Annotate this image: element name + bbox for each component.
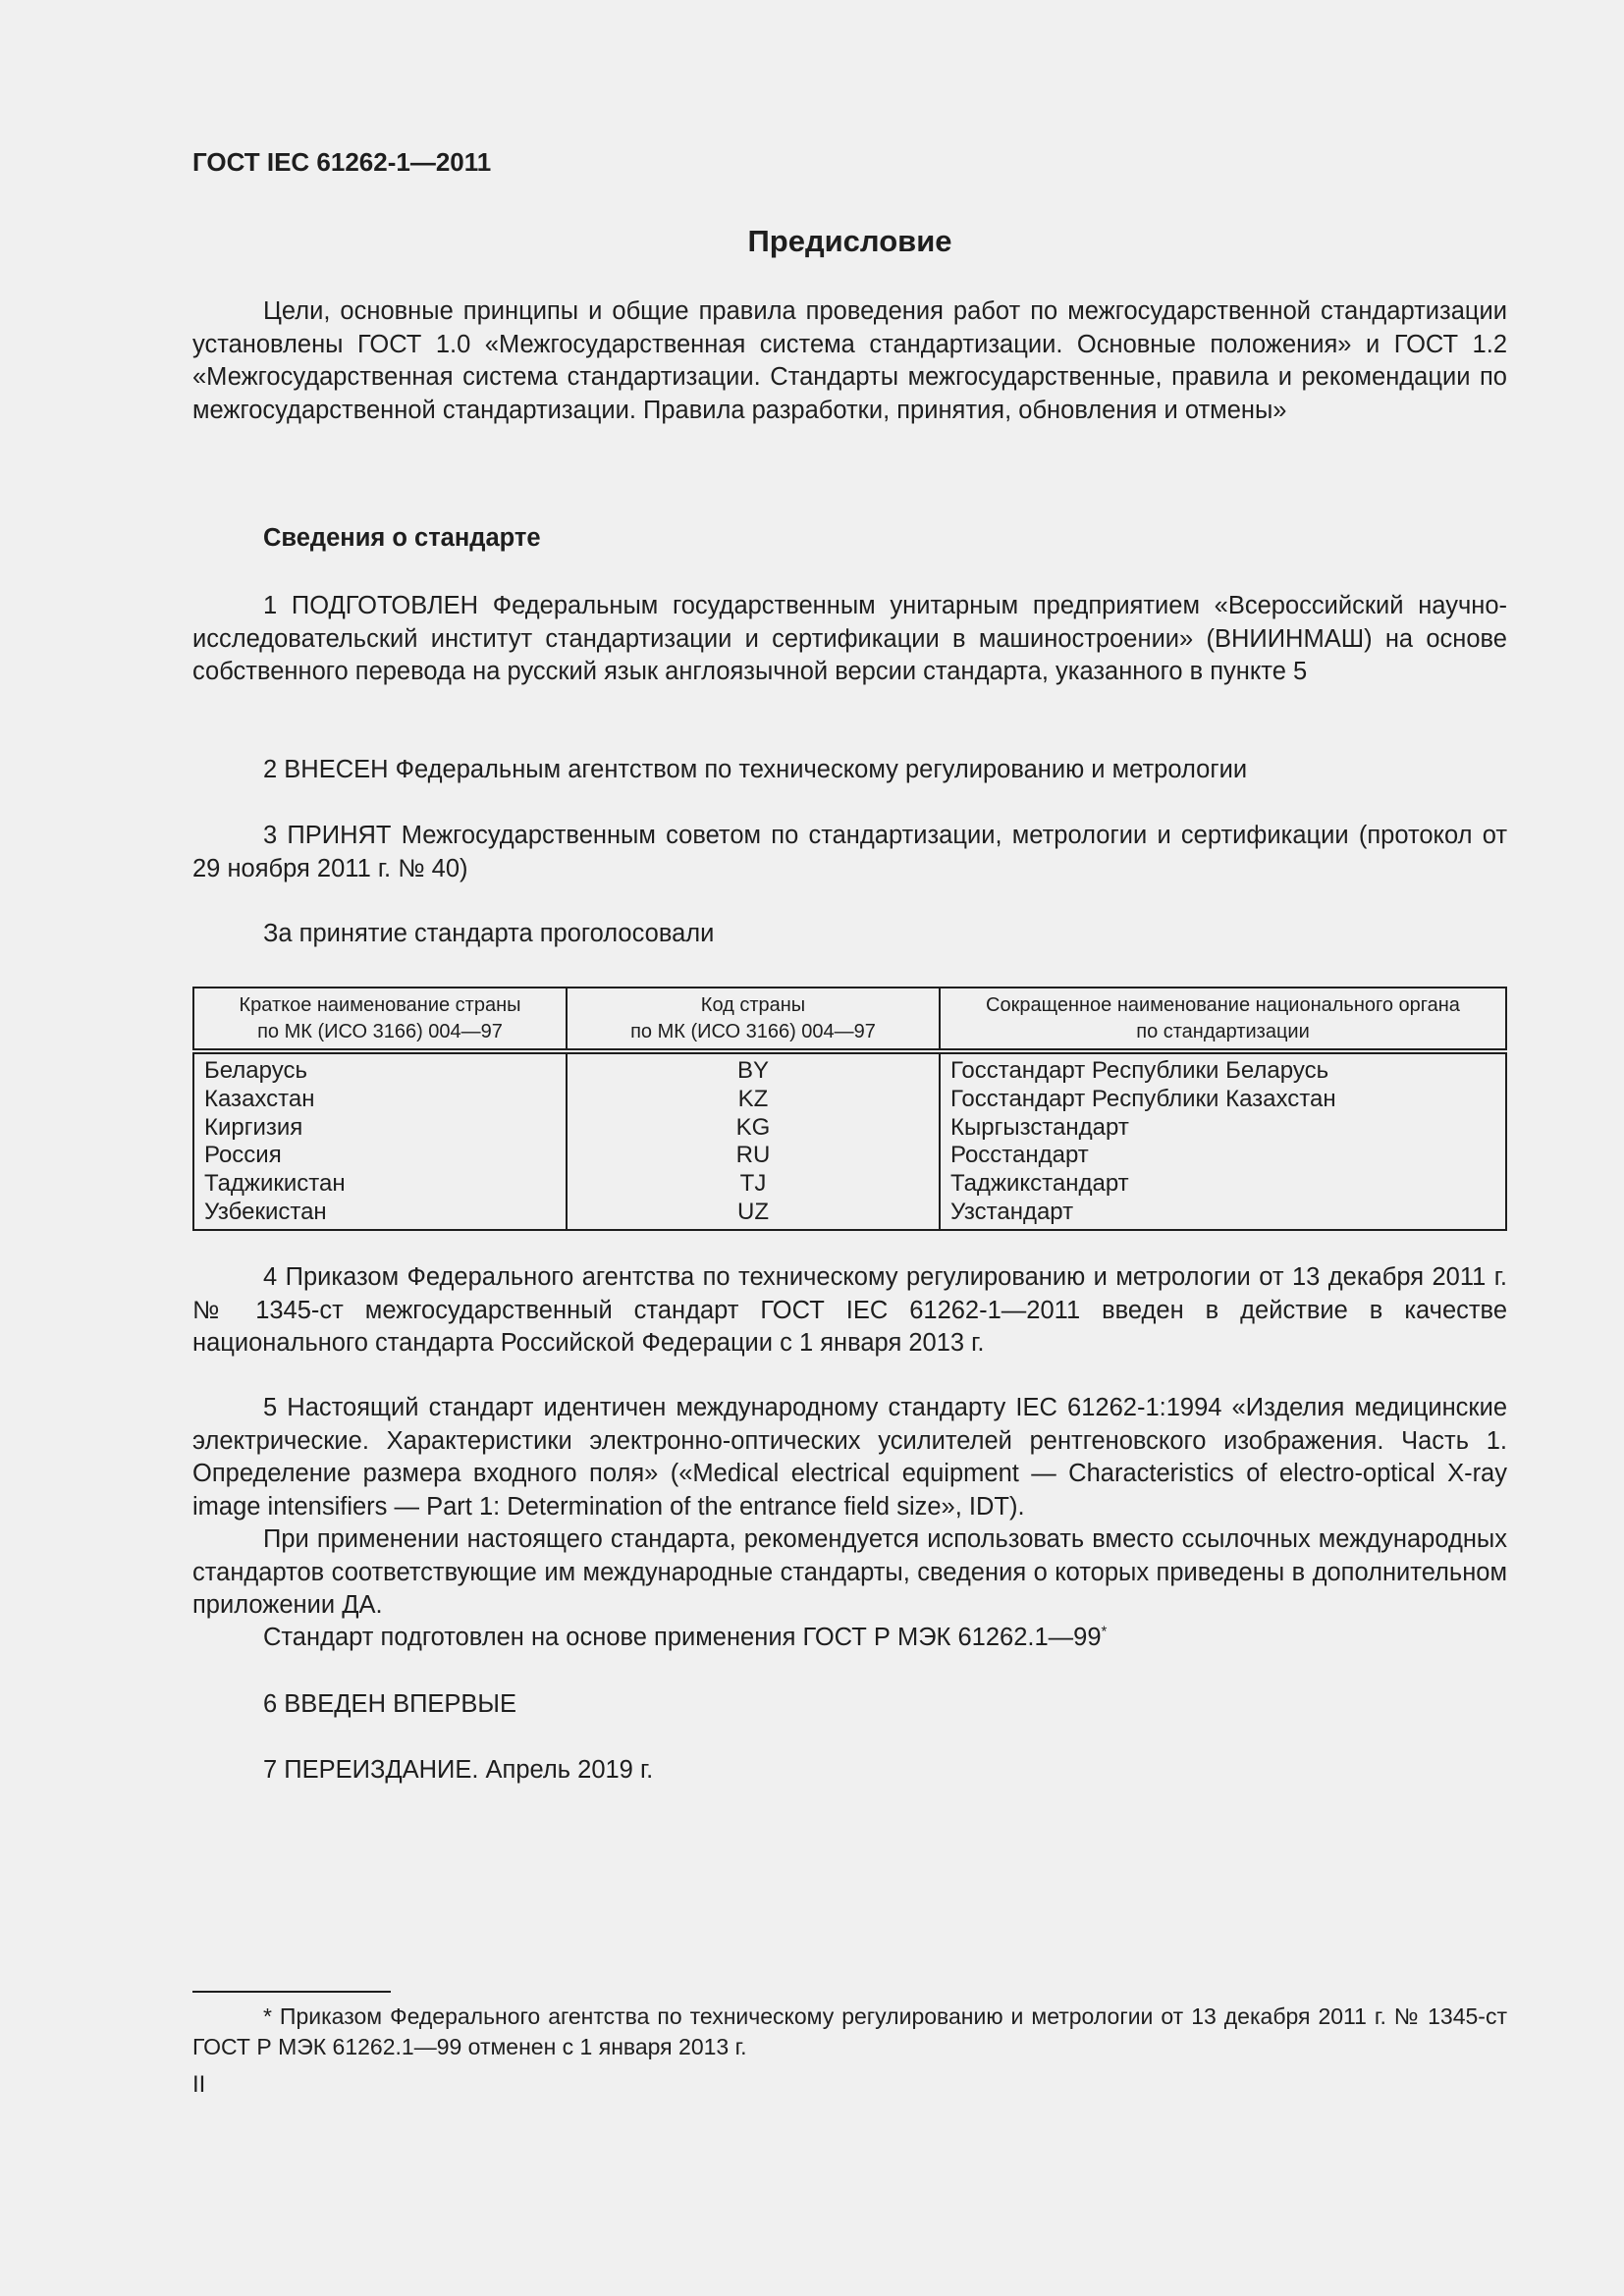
section-title: Сведения о стандарте — [263, 524, 541, 552]
item-4-paragraph: 4 Приказом Федерального агентства по техническому регулированию и метрологии от 13 декабря 2011 г. № 1345-ст межгосударственный стандарт ГОСТ IEC 61262-1—2011 введен в действие в качестве национального стандарта Российской Федерации с 1 января 2013 г. — [192, 1263, 1507, 1357]
page-number: II — [192, 2071, 206, 2098]
footnote-text: * Приказом Федерального агентства по техническому регулированию и метрологии от 13 декабря 2011 г. № 1345-ст ГОСТ Р МЭК 61262.1—99 отменен с 1 января 2013 г. — [192, 2003, 1507, 2059]
item-5-basis-text: Стандарт подготовлен на основе применения ГОСТ Р МЭК 61262.1—99 — [263, 1624, 1102, 1651]
footnote-marker: * — [1101, 1623, 1108, 1640]
table-header-row — [193, 988, 1506, 1051]
table-body-row — [193, 1051, 1506, 1230]
column-header-country: Краткое наименование страны по МК (ИСО 3166) 004—97 — [193, 988, 567, 1051]
document-code-header: ГОСТ IEC 61262-1—2011 — [192, 147, 492, 177]
country-cell: Беларусь Казахстан Киргизия Россия Таджикистан Узбекистан — [193, 1051, 567, 1230]
item-7-paragraph: 7 ПЕРЕИЗДАНИЕ. Апрель 2019 г. — [263, 1756, 654, 1784]
voting-countries-table — [192, 987, 1507, 1231]
column-header-code: Код страны по МК (ИСО 3166) 004—97 — [567, 988, 940, 1051]
intro-paragraph: Цели, основные принципы и общие правила проведения работ по межгосударственной стандартизации установлены ГОСТ 1.0 «Межгосударственная система стандартизации. Основные положения» и ГОСТ 1.2 «Межгосударственная система стандартизации. Стандарты межгосударственные, правила и рекомендации по межгосударственной стандартизации. Правила разработки, принятия, обновления и отмены» — [192, 297, 1507, 424]
document-page — [192, 0, 1507, 2296]
standards-body-cell: Госстандарт Республики Беларусь Госстандарт Республики Казахстан Кыргызстандарт Росстандарт Таджикстандарт Узстандарт — [950, 1057, 1336, 1225]
item-1-paragraph: 1 ПОДГОТОВЛЕН Федеральным государственным унитарным предприятием «Всероссийский научно-исследовательский институт стандартизации и сертификации в машиностроении» (ВНИИНМАШ) на основе собственного перевода на русский язык англоязычной версии стандарта, указанного в пункте 5 — [192, 592, 1507, 685]
vote-paragraph: За принятие стандарта проголосовали — [263, 920, 715, 947]
footnote-divider — [192, 1991, 391, 1993]
column-header-body: Сокращенное наименование национального органа по стандартизации — [940, 988, 1506, 1051]
code-cell: BY KZ KG RU TJ UZ — [567, 1051, 940, 1230]
item-3-paragraph: 3 ПРИНЯТ Межгосударственным советом по стандартизации, метрологии и сертификации (протокол от 29 ноября 2011 г. № 40) — [192, 822, 1507, 882]
item-6-paragraph: 6 ВВЕДЕН ВПЕРВЫЕ — [263, 1690, 517, 1718]
page-title: Предисловие — [747, 224, 952, 258]
item-5-note-paragraph: При применении настоящего стандарта, рекомендуется использовать вместо ссылочных международных стандартов соответствующие им международные стандарты, сведения о которых приведены в дополнительном приложении ДА. — [192, 1525, 1507, 1619]
item-5-paragraph: 5 Настоящий стандарт идентичен международному стандарту IEC 61262-1:1994 «Изделия медицинские электрические. Характеристики электронно-оптических усилителей рентгеновского изображения. Часть 1. Определение размера входного поля» («Medical electrical equipment — Characteristics of electro-optical X-ray image intensifiers — Part 1: Determination of the entrance field size», IDT). — [192, 1394, 1507, 1521]
item-2-paragraph: 2 ВНЕСЕН Федеральным агентством по техническому регулированию и метрологии — [263, 756, 1248, 783]
item-5-basis-paragraph — [192, 1622, 1507, 1655]
